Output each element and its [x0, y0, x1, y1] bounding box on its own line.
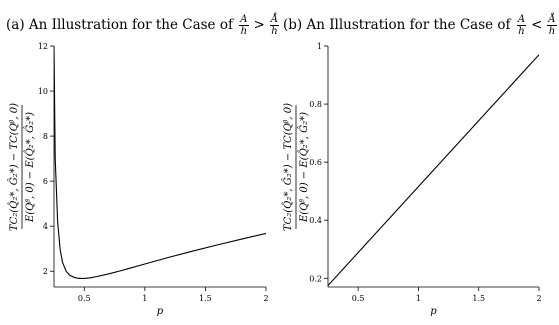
caption-b-rhs-fraction	[547, 14, 556, 37]
caption-b-lhs-num: A	[517, 14, 526, 25]
chart-a	[8, 42, 269, 317]
y-tick-label: 4	[42, 222, 48, 232]
caption-a-rhs-den: h	[271, 26, 278, 37]
y-tick-label: 6	[42, 177, 48, 187]
caption-b-lhs-den: h	[518, 26, 525, 37]
y-tick-label: 0.4	[309, 216, 322, 226]
caption-b-rhs-num: Å	[548, 14, 556, 25]
x-tick-label: 1	[415, 294, 421, 303]
caption-b-prefix: (b) An Illustration for the Case of	[283, 17, 511, 33]
y-tick-label: 10	[37, 87, 48, 97]
y-tick-label: 8	[42, 132, 48, 142]
y-axis-title-denominator: E(Qᵝ, 0) − E(Q̂₂*, Ĝ₂*)	[25, 111, 36, 223]
x-axis-title: p	[156, 306, 164, 317]
y-axis-title	[8, 103, 36, 231]
caption-a-prefix: (a) An Illustration for the Case of	[6, 17, 233, 33]
y-tick-label: 2	[42, 267, 48, 277]
x-tick-label: 0.5	[77, 294, 91, 303]
y-axis-title-numerator: TC₂(Q̂₂*, Ĝ₂*) − TC(Qᵝ, 0)	[9, 102, 20, 232]
caption-a-lhs-den: h	[240, 26, 248, 37]
chart-b	[282, 42, 542, 317]
caption-b-rhs-den: h	[548, 26, 556, 37]
series-line	[54, 46, 266, 278]
y-tick-label: 0.6	[309, 158, 322, 168]
x-tick-label: 1	[142, 294, 148, 303]
y-tick-label: 12	[37, 42, 48, 51]
x-tick-label: 1.5	[472, 294, 486, 303]
x-axis-title: p	[430, 306, 437, 317]
y-tick-label: 0.8	[309, 100, 322, 110]
x-tick-label: 2	[536, 294, 542, 303]
y-axis-title	[282, 103, 310, 231]
series-line	[328, 55, 539, 286]
x-tick-label: 1.5	[199, 294, 212, 303]
y-tick-label: 0.2	[309, 274, 322, 284]
caption-a-lhs-num: A	[240, 14, 248, 25]
caption-a-operator: >	[253, 17, 265, 33]
y-axis-title-numerator: TC₂(Q̂₂*, Ĝ₂*) − TC(Qᵝ, 0)	[283, 102, 294, 232]
y-axis-title-denominator: E(Qᵝ, 0) − E(Q̂₂*, Ĝ₂*)	[299, 111, 310, 223]
x-tick-label: 0.5	[351, 294, 365, 303]
caption-b-operator: <	[531, 17, 543, 33]
caption-a-rhs-num: Å	[270, 14, 279, 25]
y-tick-label: 1	[316, 42, 322, 51]
x-tick-label: 2	[263, 294, 269, 303]
